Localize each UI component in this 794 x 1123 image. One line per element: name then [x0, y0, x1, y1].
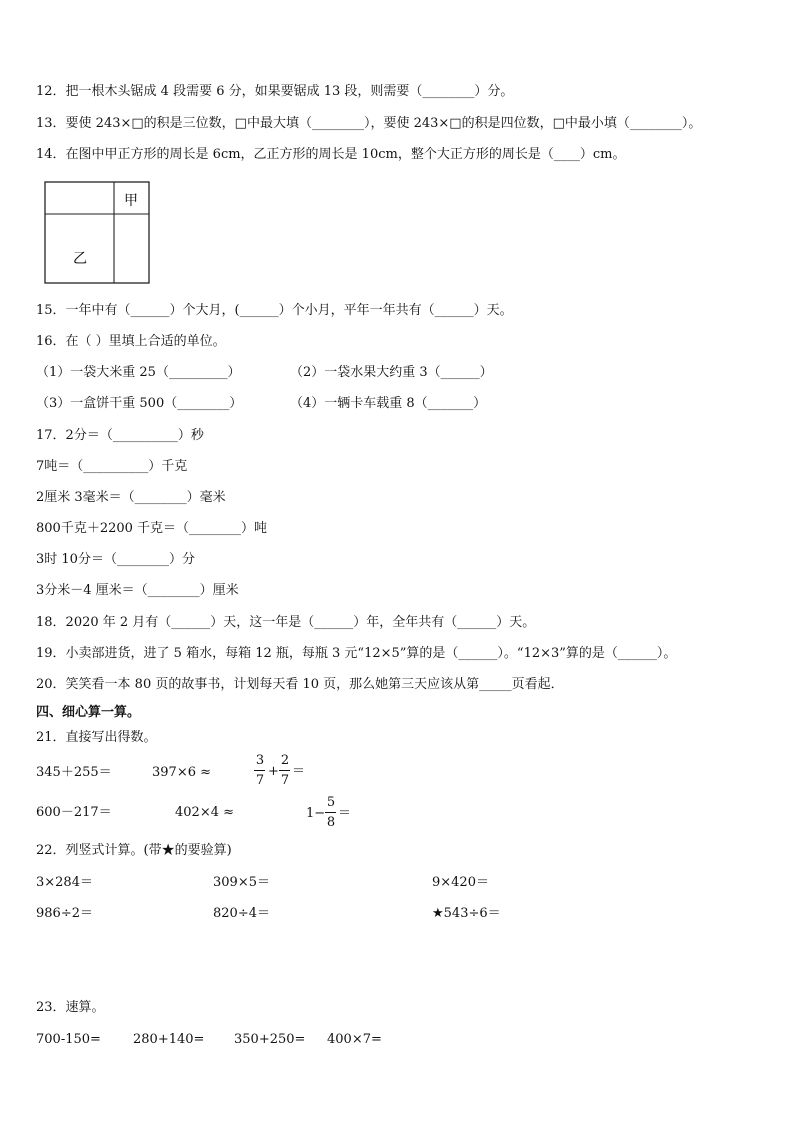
q22-item-6: ★543÷6＝	[432, 906, 501, 921]
q22-item-4: 986÷2＝	[36, 906, 93, 921]
square-diagram	[44, 181, 150, 284]
section-4-heading: 四、细心算一算。	[36, 705, 141, 720]
q21-expr-2: 397×6 ≈	[152, 765, 212, 780]
q23-item-3: 350+250=	[234, 1032, 306, 1047]
q14: 14．在图中甲正方形的周长是 6cm，乙正方形的周长是 10cm，整个大正方形的周长是（____）cm。	[36, 147, 626, 162]
q20: 20．笑笑看一本 80 页的故事书，计划每天看 10 页，那么她第三天应该从第_____页看起．	[36, 677, 564, 692]
q22-item-5: 820÷4＝	[213, 906, 270, 921]
q17-line-6: 3分米－4 厘米＝（________）厘米	[36, 583, 239, 598]
q21-title: 21．直接写出得数。	[36, 730, 157, 745]
q17-line-4: 800千克＋2200 千克＝（________）吨	[36, 521, 268, 536]
label-yi: 乙	[73, 251, 87, 267]
q17-line-1: 17．2分＝（__________）秒	[36, 428, 204, 443]
q21-expr-1: 345＋255＝	[36, 765, 112, 780]
q22-item-2: 309×5＝	[213, 875, 270, 890]
q22-title: 22．列竖式计算。(带★的要验算)	[36, 843, 232, 858]
q21-expr-4: 600－217＝	[36, 805, 112, 820]
q12: 12．把一根木头锯成 4 段需要 6 分，如果要锯成 13 段，则需要（________）分。	[36, 84, 514, 99]
q17-line-3: 2厘米 3毫米＝（________）毫米	[36, 490, 226, 505]
q16-item-4: （4）一辆卡车载重 8（_______）	[290, 396, 487, 411]
label-jia: 甲	[124, 193, 138, 209]
equals-sign-2: ＝	[338, 806, 352, 821]
q19: 19．小卖部进货，进了 5 箱水，每箱 12 瓶，每瓶 3 元“12×5”算的是（______）。“12×3”算的是（______）。	[36, 646, 677, 661]
q23-title: 23．速算。	[36, 1000, 105, 1015]
q13: 13．要使 243×□的积是三位数，□中最大填（________），要使 243×□的积是四位数，□中最小填（________）。	[36, 116, 702, 131]
q16-item-1: （1）一袋大米重 25（_________）	[36, 365, 241, 380]
q23-item-4: 400×7=	[327, 1032, 382, 1047]
q17-line-2: 7吨＝（__________）千克	[36, 459, 188, 474]
q23-item-2: 280+140=	[133, 1032, 205, 1047]
plus-sign: +	[268, 764, 279, 779]
q22-item-3: 9×420＝	[432, 875, 489, 890]
q16-item-2: （2）一袋水果大约重 3（______）	[290, 365, 493, 380]
q17-line-5: 3时 10分＝（________）分	[36, 552, 195, 567]
q21-expr-5: 402×4 ≈	[175, 805, 235, 820]
one-minus: 1−	[306, 806, 326, 821]
q18: 18．2020 年 2 月有（______）天，这一年是（______）年，全年共有（______）天。	[36, 615, 536, 630]
equals-sign: ＝	[292, 764, 306, 779]
q16: 16．在（ ）里填上合适的单位。	[36, 334, 226, 349]
q23-item-1: 700-150=	[36, 1032, 101, 1047]
q22-item-1: 3×284＝	[36, 875, 93, 890]
q16-item-3: （3）一盒饼干重 500（________）	[36, 396, 243, 411]
q15: 15．一年中有（______）个大月，(______）个小月，平年一年共有（______）天。	[36, 303, 513, 318]
